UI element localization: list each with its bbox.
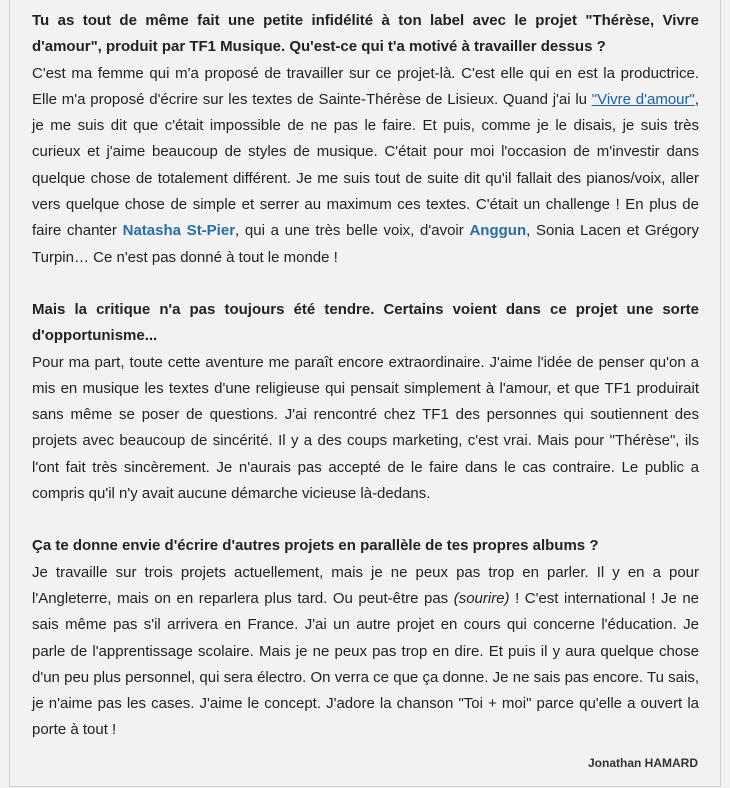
question-3: Ça te donne envie d'écrire d'autres projets en parallèle de tes propres albums ? <box>32 537 599 555</box>
author-signature: Jonathan HAMARD <box>588 756 698 770</box>
vivre-damour-link[interactable]: "Vivre d'amour" <box>591 90 695 108</box>
artist-natasha-st-pier[interactable]: Natasha St-Pier <box>122 222 236 240</box>
artist-anggun[interactable]: Anggun <box>469 222 527 240</box>
question-2: Mais la critique n'a pas toujours été tendre. Certains voient dans ce projet une sorte d'opportunisme... <box>32 300 699 345</box>
answer-3-text-b: ! C'est international ! Je ne sais même pas s'il arrivera en France. J'ai un autre projet en cours qui concerne l'éducation. Je parle de l'apprentissage scolaire. Mais je ne peux pas trop en dire. Et puis il y aura quelque chose d'un peu plus personnel, qui sera électro. On verra ce que ça donne. Je ne sais pas encore. Tu sais, je n'aime pas les cases. J'aime le concept. J'adore la chanson "Toi + moi" parce qu'elle a ouvert la porte à tout ! <box>32 589 700 739</box>
answer-1 <box>32 61 699 271</box>
question-1: Tu as tout de même fait une petite infidélité à ton label avec le projet "Thérèse, Vivre d'amour", produit par TF1 Musique. Qu'est-ce qui t'a motivé à travailler dessus ? <box>32 12 699 56</box>
answer-2: Pour ma part, toute cette aventure me paraît encore extraordinaire. J'aime l'idée de penser qu'on a mis en musique les textes d'une religieuse qui pensait simplement à l'amour, et que TF1 produirait sans même se poser de questions. J'ai rencontré chez TF1 des personnes qui soutiennent des projets avec beaucoup de sincérité. Il y a des coups marketing, c'est vrai. Mais pour "Thérèse", ils l'ont fait très sincèrement. Je n'aurais pas accepté de le faire dans le cas contraire. Le public a compris qu'il n'y avait aucune démarche vicieuse là-dedans. <box>32 353 699 503</box>
spacer <box>32 507 699 533</box>
answer-1-text-b: , je me suis dit que c'était impossible de ne pas le faire. Et puis, comme je le disais, je suis très curieux et j'aime beaucoup de styles de musique. C'était pour moi l'occasion de m'investir dans quelque chose de totalement différent. Je me suis tout de suite dit qu'il fallait des pianos/voix, aller vers quelque chose de simple et serrer au maximum ces textes. C'était un challenge ! En plus de faire chanter <box>32 90 699 240</box>
answer-3-text-a: Je travaille sur trois projets actuellement, mais je ne peux pas trop en parler. Il y en a pour l'Angleterre, mais on en reparlera plus tard. Ou peut-être pas <box>32 563 699 607</box>
answer-1-text-c: , qui a une très belle voix, d'avoir <box>235 222 470 240</box>
answer-1-text-d: , Sonia Lacen et Grégory Turpin… Ce n'est pas donné à tout le monde ! <box>32 222 700 266</box>
interview-article <box>32 8 699 744</box>
answer-3-aside: (sourire) <box>453 589 510 607</box>
answer-3 <box>32 560 699 744</box>
answer-1-text-a: C'est ma femme qui m'a proposé de travailler sur ce projet-là. C'est elle qui en est la productrice. Elle m'a proposé d'écrire sur les textes de Sainte-Thérèse de Lisieux. Quand j'ai lu <box>32 64 699 108</box>
spacer <box>32 271 699 297</box>
